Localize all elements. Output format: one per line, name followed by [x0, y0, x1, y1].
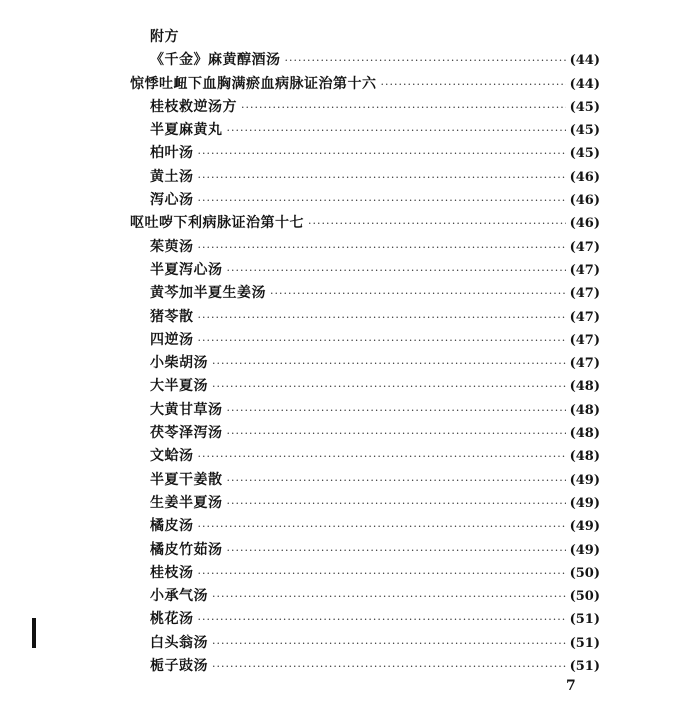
toc-entry-page: (50)	[569, 565, 600, 581]
toc-dot-leader	[227, 259, 566, 282]
toc-entry-title: 四逆汤	[150, 331, 194, 348]
toc-entry-page: (47)	[569, 262, 600, 278]
toc-entry-row	[130, 655, 600, 678]
toc-dot-leader	[227, 119, 566, 142]
toc-entry-row	[130, 306, 600, 329]
toc-entry-title: 惊悸吐衄下血胸满瘀血病脉证治第十六	[130, 75, 377, 92]
toc-entry-row	[130, 119, 600, 142]
toc-dot-leader	[198, 515, 566, 538]
toc-entry-row	[130, 492, 600, 515]
toc-dot-leader	[198, 166, 566, 189]
toc-entry-page: (45)	[569, 123, 600, 139]
toc-entry-title: 呕吐哕下利病脉证治第十七	[130, 215, 304, 232]
toc-entry-page: (51)	[569, 659, 600, 675]
toc-dot-leader	[198, 306, 566, 329]
toc-dot-leader	[198, 142, 566, 165]
toc-entry-title: 桂枝救逆汤方	[150, 98, 237, 115]
toc-dot-leader	[227, 469, 566, 492]
toc-chapter-row	[130, 73, 600, 96]
toc-entry-title: 泻心汤	[150, 192, 194, 209]
toc-entry-row	[130, 585, 600, 608]
toc-entry-page: (44)	[569, 76, 600, 92]
toc-entry-row	[130, 445, 600, 468]
toc-dot-leader	[198, 189, 566, 212]
toc-chapter-row	[130, 212, 600, 235]
toc-dot-leader	[198, 608, 566, 631]
toc-entry-row	[130, 562, 600, 585]
toc-entry-page: (46)	[569, 216, 600, 232]
toc-entry-page: (47)	[569, 356, 600, 372]
toc-dot-leader	[212, 632, 566, 655]
toc-dot-leader	[308, 212, 566, 235]
toc-entry-row	[130, 608, 600, 631]
toc-entry-title: 橘皮汤	[150, 518, 194, 535]
toc-entry-page: (48)	[569, 379, 600, 395]
toc-entry-title: 生姜半夏汤	[150, 494, 223, 511]
toc-dot-leader	[212, 585, 566, 608]
toc-entry-page: (51)	[569, 612, 600, 628]
toc-entry-page: (46)	[569, 169, 600, 185]
toc-entry-row	[130, 539, 600, 562]
toc-entry-page: (51)	[569, 635, 600, 651]
toc-entry-title: 橘皮竹茹汤	[150, 541, 223, 558]
toc-dot-leader	[381, 73, 566, 96]
toc-entry-row	[130, 469, 600, 492]
toc-entry-title: 附方	[150, 29, 179, 45]
toc-entry-row	[130, 329, 600, 352]
toc-dot-leader	[198, 445, 566, 468]
toc-entry-row	[130, 375, 600, 398]
table-of-contents	[130, 26, 600, 678]
toc-entry-page: (48)	[569, 402, 600, 418]
toc-dot-leader	[270, 282, 566, 305]
toc-entry-page: (49)	[569, 472, 600, 488]
toc-dot-leader	[198, 562, 566, 585]
toc-entry-row	[130, 632, 600, 655]
toc-entry-row	[130, 49, 600, 72]
toc-entry-title: 半夏泻心汤	[150, 261, 223, 278]
toc-entry-row	[130, 399, 600, 422]
toc-entry-title: 大半夏汤	[150, 378, 208, 395]
toc-dot-leader	[212, 375, 566, 398]
toc-entry-row	[130, 352, 600, 375]
toc-entry-title: 桂枝汤	[150, 564, 194, 581]
toc-entry-row	[130, 142, 600, 165]
toc-entry-page: (47)	[569, 286, 600, 302]
toc-entry-title: 半夏干姜散	[150, 471, 223, 488]
toc-entry-page: (45)	[569, 146, 600, 162]
toc-entry-title: 茱萸汤	[150, 238, 194, 255]
toc-entry-page: (44)	[569, 53, 600, 69]
toc-entry-title: 白头翁汤	[150, 634, 208, 651]
toc-entry-row	[130, 422, 600, 445]
toc-entry-title: 猪苓散	[150, 308, 194, 325]
toc-dot-leader	[212, 352, 566, 375]
toc-entry-page: (49)	[569, 495, 600, 511]
toc-entry-page: (47)	[569, 239, 600, 255]
toc-dot-leader	[227, 492, 566, 515]
toc-entry-page: (47)	[569, 309, 600, 325]
toc-entry-page: (49)	[569, 519, 600, 535]
toc-entry-page: (49)	[569, 542, 600, 558]
toc-entry-title: 《千金》麻黄醇酒汤	[150, 52, 281, 69]
toc-dot-leader	[227, 539, 566, 562]
toc-entry-title: 茯苓泽泻汤	[150, 425, 223, 442]
toc-entry-title: 桃花汤	[150, 611, 194, 628]
toc-entry-page: (48)	[569, 426, 600, 442]
page-number: 7	[566, 678, 576, 694]
toc-dot-leader	[198, 236, 566, 259]
toc-entry-row	[130, 236, 600, 259]
toc-entry-title: 文蛤汤	[150, 448, 194, 465]
toc-dot-leader	[227, 399, 566, 422]
toc-entry-row	[130, 166, 600, 189]
toc-entry-title: 黄土汤	[150, 168, 194, 185]
toc-entry-title: 柏叶汤	[150, 145, 194, 162]
toc-entry-title: 小承气汤	[150, 588, 208, 605]
toc-dot-leader	[241, 96, 566, 119]
toc-entry-title: 黄芩加半夏生姜汤	[150, 285, 266, 302]
toc-dot-leader	[212, 655, 566, 678]
toc-dot-leader	[285, 49, 566, 72]
toc-entry-page: (45)	[569, 99, 600, 115]
toc-entry-row	[130, 515, 600, 538]
toc-dot-leader	[198, 329, 566, 352]
toc-entry-row	[130, 96, 600, 119]
toc-dot-leader	[227, 422, 566, 445]
toc-entry-row	[130, 259, 600, 282]
toc-entry-page: (46)	[569, 193, 600, 209]
toc-entry-page: (50)	[569, 589, 600, 605]
toc-entry-page: (47)	[569, 332, 600, 348]
toc-entry-title: 小柴胡汤	[150, 355, 208, 372]
toc-entry-title: 栀子豉汤	[150, 658, 208, 675]
toc-entry-row	[130, 26, 600, 49]
toc-entry-title: 半夏麻黄丸	[150, 122, 223, 139]
toc-entry-title: 大黄甘草汤	[150, 401, 223, 418]
toc-entry-row	[130, 282, 600, 305]
toc-entry-page: (48)	[569, 449, 600, 465]
toc-entry-row	[130, 189, 600, 212]
margin-mark	[32, 618, 36, 648]
